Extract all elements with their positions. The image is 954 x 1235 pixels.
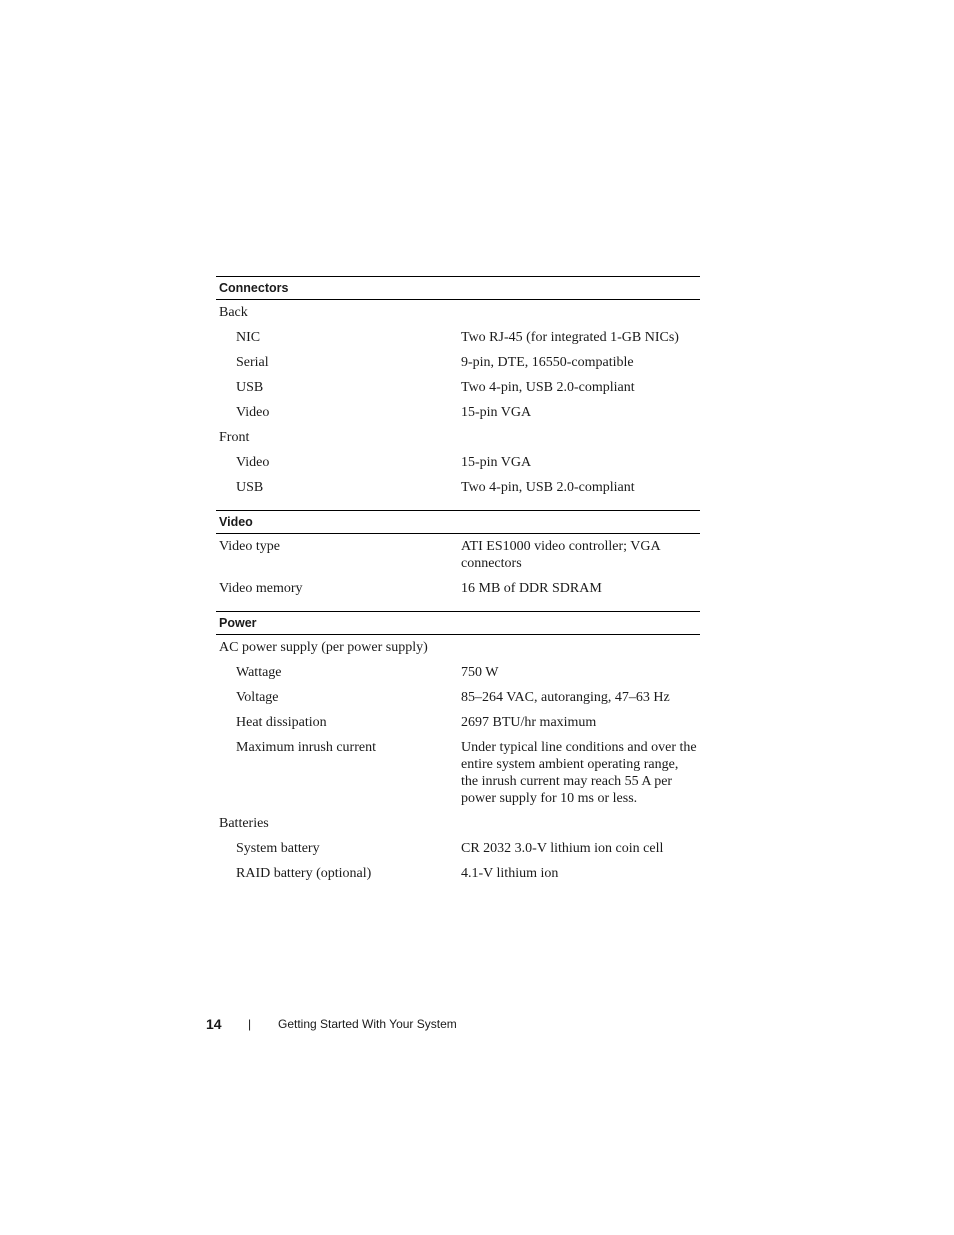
spec-label: Video memory (219, 581, 303, 596)
group-label-front: Front (219, 430, 250, 445)
spec-row-front-usb (216, 475, 700, 500)
spec-value: 750 W (461, 665, 499, 680)
spec-row-serial (216, 350, 700, 375)
spec-value: 85–264 VAC, autoranging, 47–63 Hz (461, 690, 670, 705)
spec-row-video-type (216, 534, 700, 576)
spec-value: CR 2032 3.0-V lithium ion coin cell (461, 841, 664, 856)
spec-value: ATI ES1000 video controller; VGA connectors (461, 539, 660, 571)
spec-label: USB (236, 480, 264, 495)
spec-row-heat-dissipation (216, 710, 700, 735)
group-label-back: Back (219, 305, 248, 320)
spec-label: Heat dissipation (236, 715, 327, 730)
spec-row-inrush-current (216, 735, 700, 811)
spec-label: Wattage (236, 665, 282, 680)
spec-row-nic (216, 325, 700, 350)
page-number: 14 (206, 1016, 222, 1032)
spec-label: Serial (236, 355, 269, 370)
page-footer (206, 1015, 457, 1033)
spec-label: RAID battery (optional) (236, 866, 372, 881)
spec-label: Maximum inrush current (236, 740, 376, 755)
spec-row-raid-battery (216, 861, 700, 886)
group-label-ac-power: AC power supply (per power supply) (219, 640, 428, 655)
spec-label: Voltage (236, 690, 279, 705)
section-header-connectors: Connectors (216, 276, 700, 300)
spec-label: USB (236, 380, 264, 395)
spec-label: Video (236, 405, 270, 420)
spec-label: Video type (219, 539, 280, 554)
spec-label: System battery (236, 841, 320, 856)
spec-row-voltage (216, 685, 700, 710)
section-spacer (216, 601, 700, 611)
spec-value: 15-pin VGA (461, 405, 532, 420)
spec-table (216, 276, 700, 886)
spec-row-wattage (216, 660, 700, 685)
spec-value: Two 4-pin, USB 2.0-compliant (461, 480, 635, 495)
spec-value: 4.1-V lithium ion (461, 866, 559, 881)
spec-value: 9-pin, DTE, 16550-compatible (461, 355, 634, 370)
section-spacer (216, 500, 700, 510)
spec-row-system-battery (216, 836, 700, 861)
video-section (216, 510, 700, 601)
group-label-batteries: Batteries (219, 816, 269, 831)
connectors-section (216, 276, 700, 500)
spec-value: 15-pin VGA (461, 455, 532, 470)
spec-row-video (216, 400, 700, 425)
spec-label: Video (236, 455, 270, 470)
section-header-power: Power (216, 611, 700, 635)
section-header-video: Video (216, 510, 700, 534)
power-section (216, 611, 700, 886)
spec-value: Two 4-pin, USB 2.0-compliant (461, 380, 635, 395)
spec-value: Under typical line conditions and over the entire system ambient operating range, the inrush current may reach 55 A per power supply for 10 ms or less. (461, 740, 697, 806)
spec-value: 16 MB of DDR SDRAM (461, 581, 602, 596)
footer-document-title: Getting Started With Your System (278, 1017, 457, 1031)
spec-value: 2697 BTU/hr maximum (461, 715, 597, 730)
footer-separator: | (248, 1017, 252, 1031)
spec-row-video-memory (216, 576, 700, 601)
spec-row-front-video (216, 450, 700, 475)
spec-row-usb (216, 375, 700, 400)
spec-value: Two RJ-45 (for integrated 1-GB NICs) (461, 330, 679, 345)
spec-label: NIC (236, 330, 261, 345)
